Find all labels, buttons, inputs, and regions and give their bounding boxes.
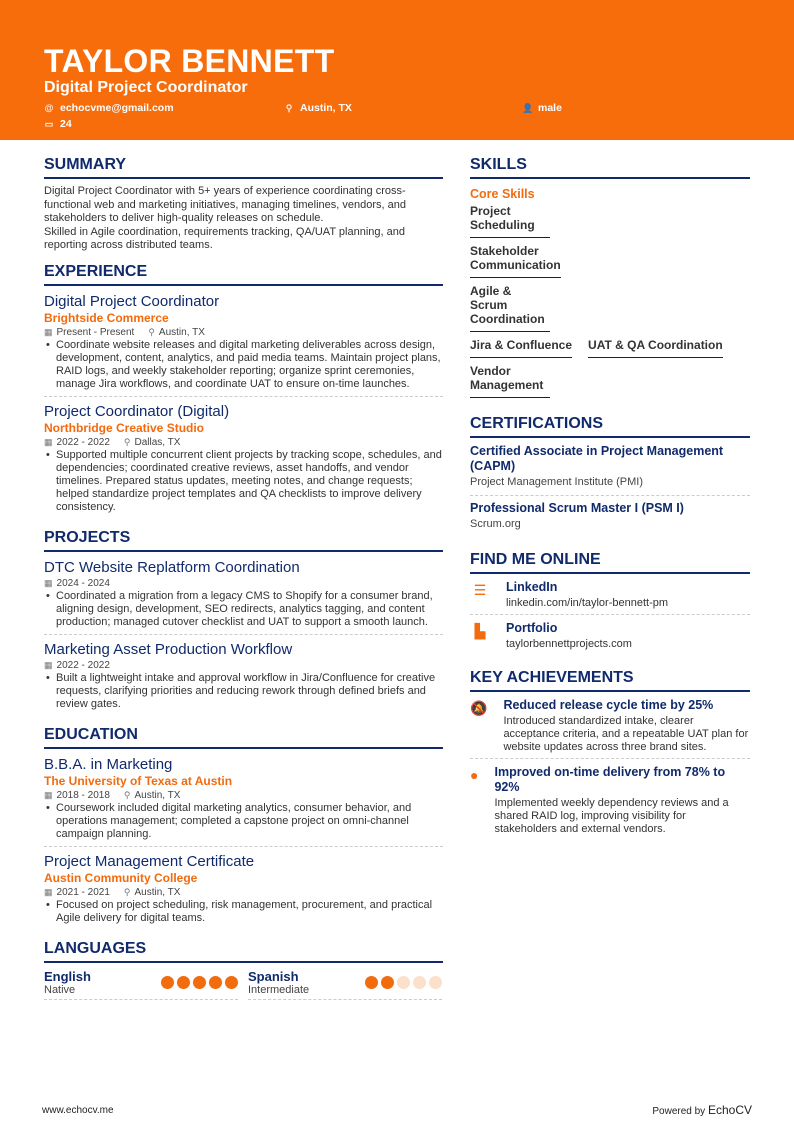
certification-name: Certified Associate in Project Management (CAPM) (470, 444, 724, 473)
languages-section (44, 940, 443, 1000)
entry-dates (44, 659, 110, 672)
experience-entry (44, 292, 443, 397)
contact-value: male (538, 102, 562, 114)
language-name: Spanish (248, 968, 299, 984)
entry-bullet: • Built a lightweight intake and approval workflow in Jira/Confluence for creative requests, clarifying priorities and reducing rework through defined briefs and review gates. (44, 672, 443, 711)
resume-header (0, 0, 794, 140)
entry-organization: The University of Texas at Austin (44, 773, 233, 788)
right-column (470, 156, 750, 850)
language-text (44, 969, 91, 996)
entry-title: DTC Website Replatform Coordination (44, 558, 300, 576)
rating-dot (365, 976, 378, 989)
skills-section (470, 156, 750, 401)
document-icon: ▙ (474, 623, 486, 639)
brand-name: EchoCV (707, 1103, 752, 1117)
entry-bullet: • Supported multiple concurrent client projects by tracking scope, schedules, and dependencies; coordinated creative reviews, asset handoffs, and vendor timelines. Prepared status updates, meeting notes, and change requests; helped standardize project templates and QA checklists to improve delivery consistency. (44, 449, 443, 514)
entry-title: Project Coordinator (Digital) (44, 402, 230, 420)
achievement-description: Introduced standardized intake, clearer acceptance criteria, and a repeatable UAT plan for website updates across three brand sites. (503, 715, 749, 753)
achievement-description: Implemented weekly dependency reviews and a shared RAID log, improving visibility for stakeholders and external vendors. (494, 797, 729, 835)
dates-text: 2024 - 2024 (56, 577, 110, 589)
entry-title: Digital Project Coordinator (44, 292, 220, 310)
location-text: Austin, TX (158, 326, 205, 338)
dates-text: 2022 - 2022 (56, 659, 110, 671)
entry-bullet: • Coordinate website releases and digital marketing deliverables across design, development, content, analytics, and paid media teams. Maintain project plans, RAID logs, and weekly stakeholder reporting; organize sprint ceremonies, manage Jira workflows, and coordinate UAT to ensure on-time launches. (44, 339, 443, 391)
contact-info (44, 102, 750, 136)
projects-heading: PROJECTS (44, 529, 443, 552)
skill-tag: UAT & QA Coordination (588, 335, 723, 358)
entry-bullet: • Focused on project scheduling, risk management, procurement, and practical Agile delivery for digital teams. (44, 899, 443, 925)
certification-item (470, 444, 750, 496)
entry-dates (44, 326, 134, 339)
powered-by-label: Powered by (652, 1106, 706, 1117)
footer-website[interactable]: www.echocv.me (42, 1105, 114, 1116)
online-profile[interactable] (470, 621, 750, 655)
find-me-online-section (470, 551, 750, 655)
contact-item (44, 118, 72, 130)
entry-organization: Austin Community College (44, 870, 198, 885)
entry-title: B.B.A. in Marketing (44, 755, 173, 773)
location-pin-icon: ⚲ (123, 436, 131, 447)
skill-tag: Jira & Confluence (470, 335, 572, 358)
language-level: Native (44, 983, 76, 996)
entry-bullet: • Coursework included digital marketing analytics, consumer behavior, and operations management; completed a capstone project on omni-channel campaign planning. (44, 802, 443, 841)
experience-section (44, 263, 443, 519)
calendar-icon: ▦ (44, 577, 53, 588)
achievement-title: Reduced release cycle time by 25% (503, 698, 714, 712)
skill-tag: Project Scheduling (470, 201, 550, 238)
at-icon: @ (44, 103, 54, 113)
entry-meta (44, 789, 443, 802)
language-item (248, 969, 442, 1000)
achievement-item (470, 698, 750, 759)
profile-url[interactable]: taylorbennettprojects.com (506, 638, 632, 650)
calendar-icon: ▦ (44, 789, 53, 800)
education-entry (44, 755, 443, 847)
entry-dates (44, 886, 110, 899)
key-achievements-heading: KEY ACHIEVEMENTS (470, 669, 750, 692)
rating-dot (193, 976, 206, 989)
certifications-heading: CERTIFICATIONS (470, 415, 750, 438)
education-section (44, 726, 443, 930)
online-profile[interactable] (470, 580, 750, 615)
contact-item (284, 102, 352, 114)
language-level: Intermediate (248, 983, 310, 996)
certification-issuer: Scrum.org (470, 518, 521, 530)
achievement-title: Improved on-time delivery from 78% to 92% (494, 765, 726, 794)
dates-text: Present - Present (56, 326, 135, 338)
linkedin-lines-icon: ☰ (473, 582, 487, 598)
certification-issuer: Project Management Institute (PMI) (470, 476, 644, 488)
user-icon: 👤 (522, 102, 534, 113)
skills-list (470, 201, 750, 401)
certification-name: Professional Scrum Master I (PSM I) (470, 501, 684, 515)
skills-heading: SKILLS (470, 156, 750, 179)
rating-dot (225, 976, 238, 989)
entry-title: Marketing Asset Production Workflow (44, 640, 293, 658)
online-text (506, 580, 668, 610)
candidate-title: Digital Project Coordinator (44, 79, 248, 96)
contact-item (522, 102, 562, 114)
entry-dates (44, 577, 110, 590)
summary-section (44, 156, 443, 253)
profile-label: Portfolio (506, 621, 558, 635)
online-text (506, 621, 632, 651)
dates-text: 2018 - 2018 (56, 789, 110, 801)
entry-meta (44, 886, 443, 899)
entry-organization: Brightside Commerce (44, 310, 169, 325)
contact-value: Austin, TX (300, 102, 352, 114)
dates-text: 2021 - 2021 (56, 886, 110, 898)
achievement-text (494, 765, 750, 836)
profile-label: LinkedIn (506, 580, 558, 594)
entry-dates (44, 789, 110, 802)
location-text: Austin, TX (134, 886, 181, 898)
bell-slash-icon: 🔕 (470, 700, 488, 716)
language-rating (365, 976, 442, 989)
key-achievements-section (470, 669, 750, 840)
skill-tag: Vendor Management (470, 361, 550, 398)
certifications-section (470, 415, 750, 537)
dates-text: 2022 - 2022 (56, 436, 110, 448)
location-pin-icon: ⚲ (123, 789, 131, 800)
contact-value: 24 (60, 118, 72, 130)
language-rating (161, 976, 238, 989)
language-text (248, 969, 309, 996)
entry-meta (44, 326, 443, 339)
location-text: Austin, TX (134, 789, 181, 801)
rating-dot (381, 976, 394, 989)
entry-meta (44, 436, 443, 449)
calendar-icon: ▦ (44, 436, 53, 447)
footer-powered-by (652, 1103, 752, 1117)
calendar-icon: ▭ (44, 118, 54, 129)
entry-title: Project Management Certificate (44, 852, 255, 870)
entry-location (124, 789, 181, 802)
entry-bullet: • Coordinated a migration from a legacy CMS to Shopify for a consumer brand, aligning design, development, SEO redirects, analytics tagging, and content production; managed cutover checklist and UAT to support a smooth launch. (44, 590, 443, 629)
summary-heading: SUMMARY (44, 156, 443, 179)
entry-meta (44, 577, 443, 590)
experience-entry (44, 402, 443, 519)
find-me-online-heading: FIND ME ONLINE (470, 551, 750, 574)
summary-paragraph: Skilled in Agile coordination, requirements tracking, QA/UAT planning, and reporting across distributed teams. (44, 225, 405, 251)
entry-organization: Northbridge Creative Studio (44, 420, 205, 435)
calendar-icon: ▦ (44, 326, 53, 337)
calendar-icon: ▦ (44, 886, 53, 897)
languages-list (44, 969, 443, 1000)
achievement-text (503, 698, 750, 754)
rating-dot (429, 976, 442, 989)
left-column (44, 156, 443, 1010)
skill-tag: Stakeholder Communication (470, 241, 561, 278)
location-pin-icon: ⚲ (285, 102, 293, 113)
projects-section (44, 529, 443, 716)
entry-location (124, 886, 181, 899)
achievement-item (470, 765, 750, 840)
language-name: English (44, 968, 91, 984)
candidate-name: TAYLOR BENNETT (44, 43, 335, 79)
entry-dates (44, 436, 110, 449)
rating-dot (177, 976, 190, 989)
location-text: Dallas, TX (134, 436, 181, 448)
calendar-icon: ▦ (44, 659, 53, 670)
rating-dot (397, 976, 410, 989)
rating-dot (413, 976, 426, 989)
skills-group-label: Core Skills (470, 187, 535, 201)
contact-item (44, 102, 174, 114)
summary-paragraph: Digital Project Coordinator with 5+ years of experience coordinating cross-functional web and marketing initiatives, managing timelines, vendors, and stakeholders to deliver high-quality releases on schedule. (44, 185, 406, 224)
location-pin-icon: ⚲ (123, 886, 131, 897)
entry-meta (44, 659, 443, 672)
rating-dot (161, 976, 174, 989)
skill-tag: Agile & Scrum Coordination (470, 281, 550, 332)
profile-url[interactable]: linkedin.com/in/taylor-bennett-pm (506, 597, 669, 609)
contact-value[interactable]: echocvme@gmail.com (60, 102, 174, 114)
chat-bubble-icon: ● (470, 767, 479, 783)
entry-location (148, 326, 205, 339)
experience-heading: EXPERIENCE (44, 263, 443, 286)
projects-entry (44, 558, 443, 635)
languages-heading: LANGUAGES (44, 940, 443, 963)
projects-entry (44, 640, 443, 716)
education-entry (44, 852, 443, 930)
location-pin-icon: ⚲ (148, 326, 155, 337)
education-heading: EDUCATION (44, 726, 443, 749)
rating-dot (209, 976, 222, 989)
entry-location (124, 436, 181, 449)
language-item (44, 969, 238, 1000)
certification-item (470, 501, 750, 537)
